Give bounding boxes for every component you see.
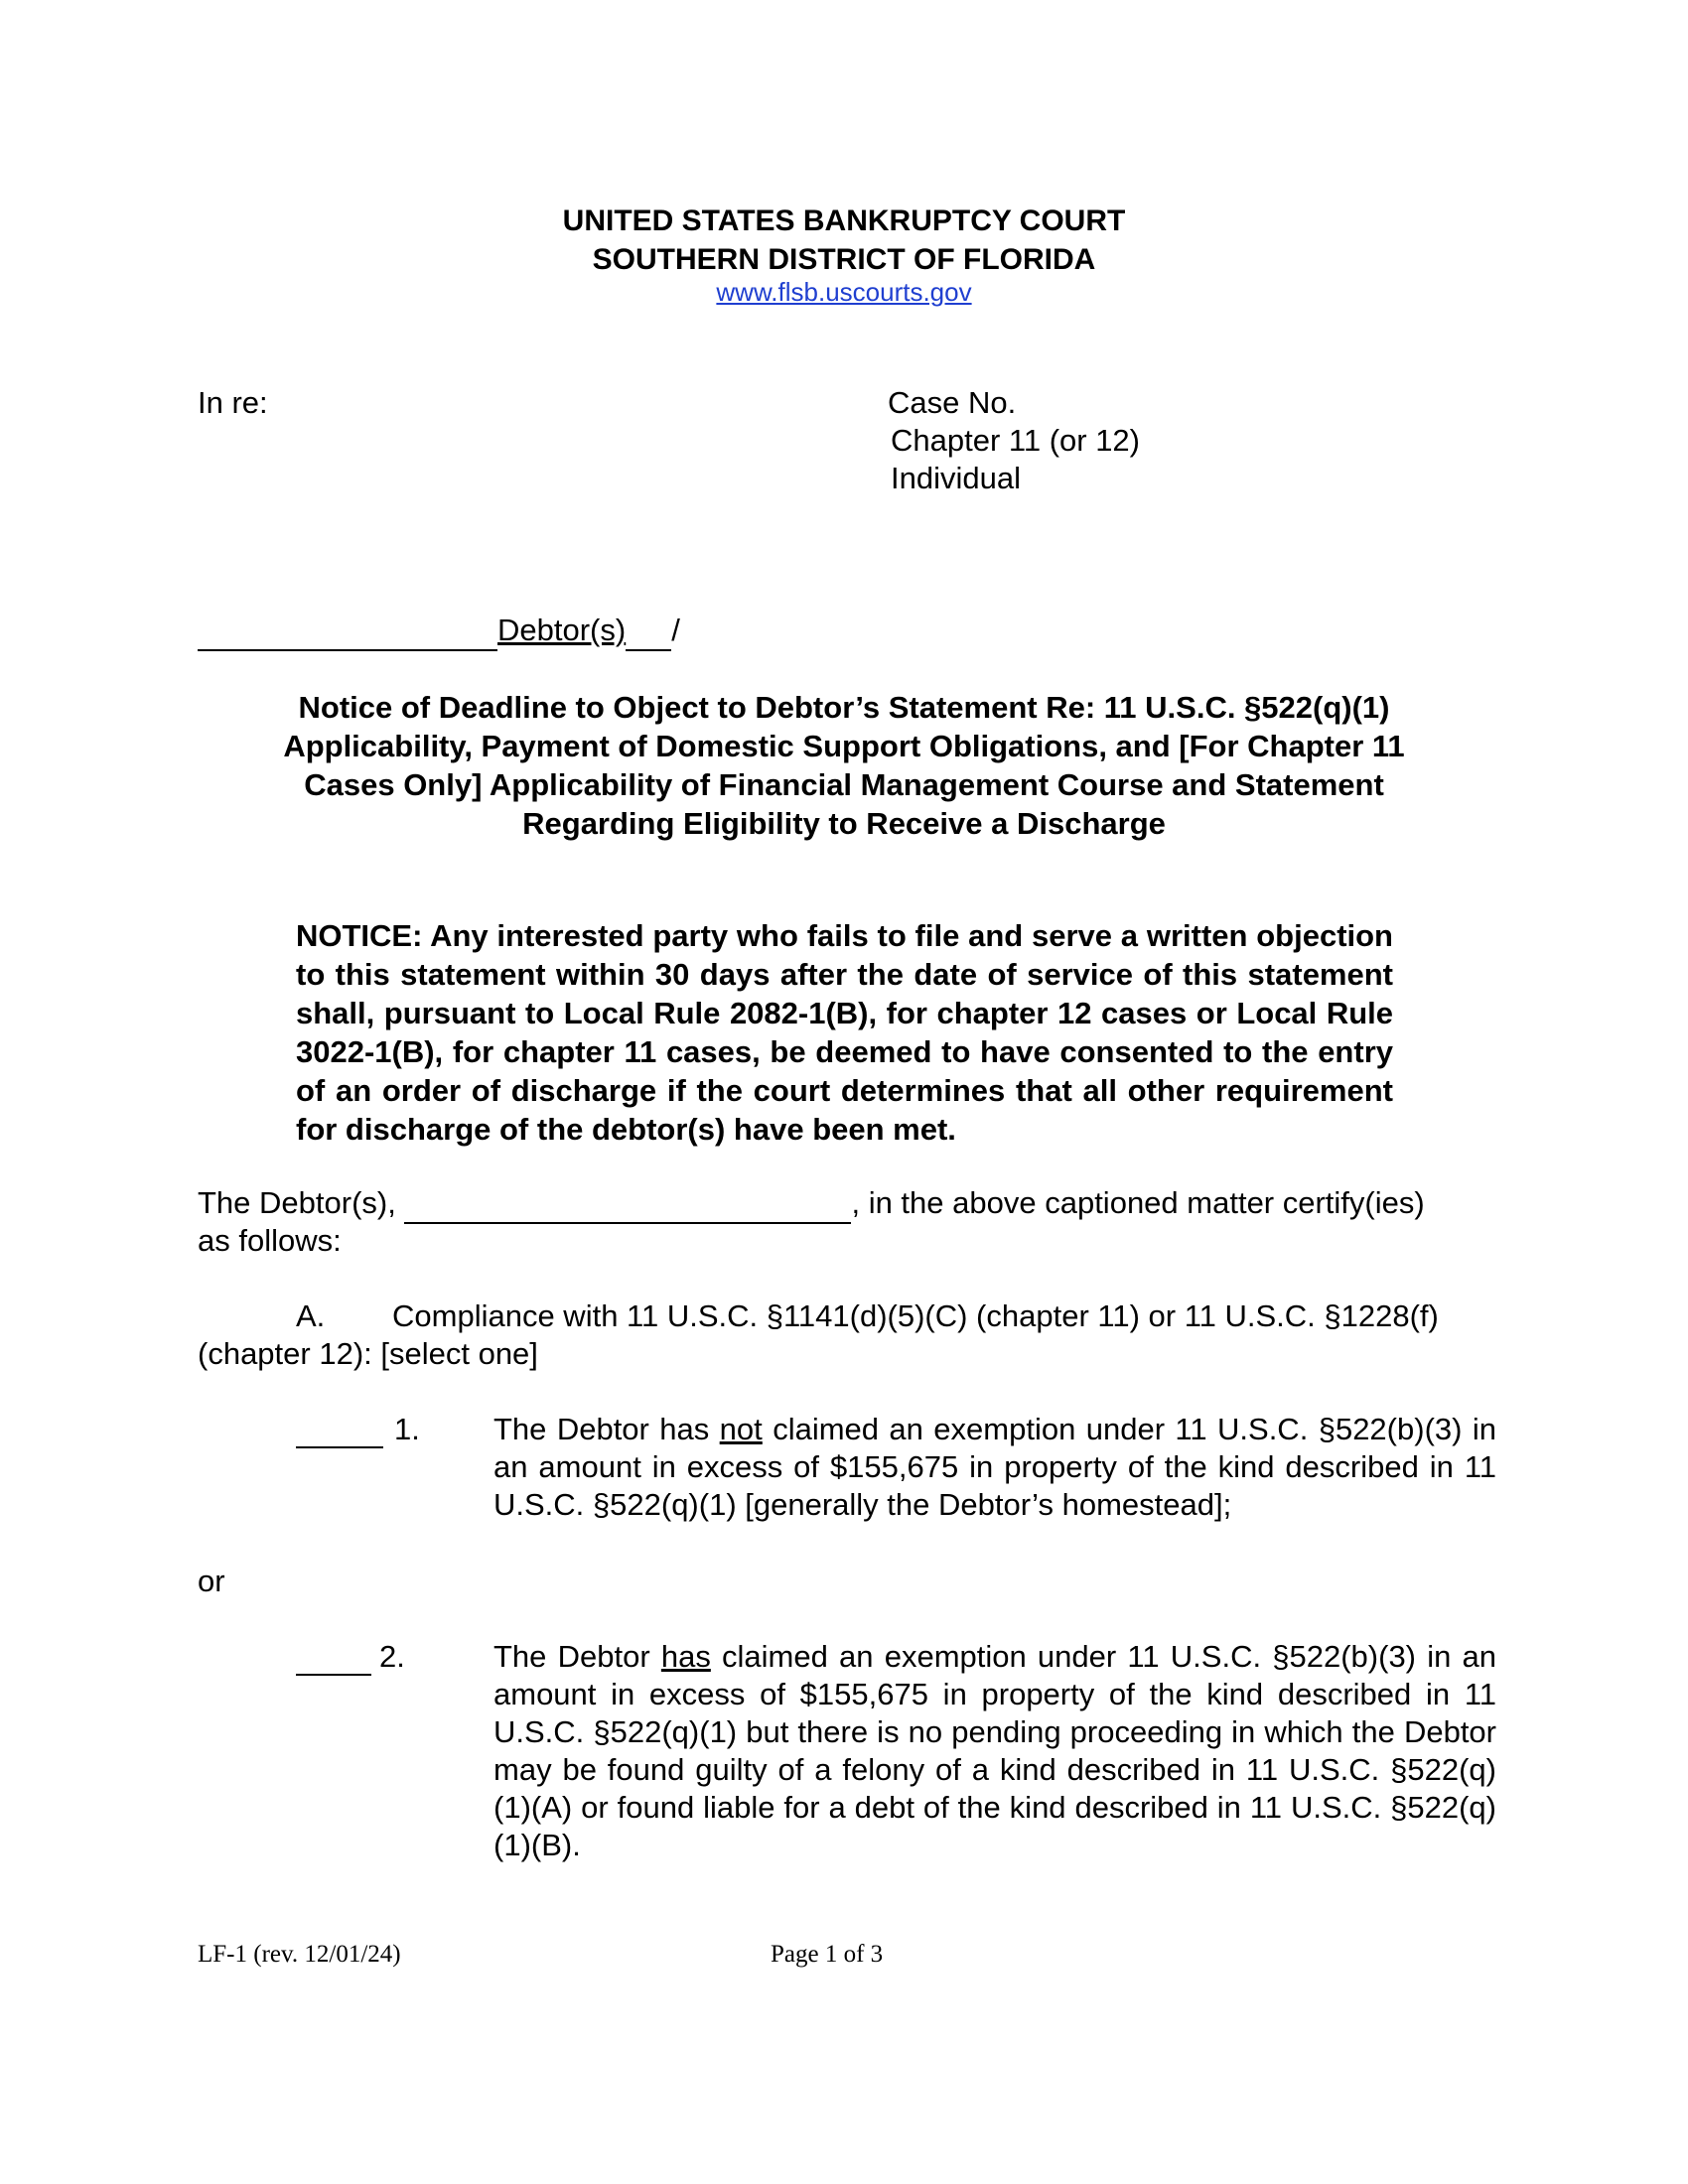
option-2-text-pre: The Debtor	[493, 1639, 661, 1674]
individual-label: Individual	[891, 461, 1021, 495]
option-2-emphasis: has	[660, 1639, 711, 1674]
title-line: Applicability, Payment of Domestic Support Obligations, and [For Chapter 11	[283, 729, 1405, 763]
debtor-name-field[interactable]	[404, 1184, 851, 1224]
section-a-letter: A.	[296, 1298, 326, 1333]
option-1-text	[493, 1411, 1496, 1524]
in-re-label: In re:	[198, 385, 268, 420]
or-separator: or	[198, 1564, 225, 1598]
page-number: Page 1 of 3	[771, 1941, 884, 1968]
section-a-select-one: (chapter 12): [select one]	[198, 1336, 538, 1371]
option-1-text-post: claimed an exemption under 11 U.S.C. §522(b)(3) in an amount in excess of $155,675 in property of the kind described in 11 U.S.C. §522(q)(1) [generally the Debtor’s homestead];	[493, 1412, 1496, 1522]
form-identifier: LF-1 (rev. 12/01/24)	[198, 1941, 401, 1968]
debtor-label: Debtor(s)	[497, 613, 627, 647]
certify-as-follows: as follows:	[198, 1223, 342, 1258]
title-line: Cases Only] Applicability of Financial Management Course and Statement	[304, 767, 1384, 802]
debtor-slash: /	[671, 613, 680, 647]
option-2-checkbox-line[interactable]	[296, 1638, 371, 1676]
option-2-number: 2.	[379, 1639, 405, 1674]
notice-paragraph: NOTICE: Any interested party who fails to file and serve a written objection to this statement within 30 days after the date of service of this statement shall, pursuant to Local Rule 2082-1(B), for chapter 12 cases or Local Rule 3022-1(B), for chapter 11 cases, be deemed to have consented to the entry of an order of discharge if the court determines that all other requirement for discharge of the debtor(s) have been met.	[296, 918, 1393, 1147]
title-line: Regarding Eligibility to Receive a Discharge	[522, 806, 1166, 841]
debtor-trailing-blank	[626, 612, 671, 651]
option-2-text-post: claimed an exemption under 11 U.S.C. §522(b)(3) in an amount in excess of $155,675 in property of the kind described in 11 U.S.C. §522(q)(1) but there is no pending proceeding in which the Debtor may be found guilty of a felony of a kind described in 11 U.S.C. §522(q)(1)(A) or found liable for a debt of the kind described in 11 U.S.C. §522(q)(1)(B).	[493, 1639, 1496, 1862]
debtor-caption-line	[198, 612, 680, 651]
notice-title	[228, 688, 1460, 843]
certify-prefix: The Debtor(s),	[198, 1185, 396, 1220]
title-line: Notice of Deadline to Object to Debtor’s Statement Re: 11 U.S.C. §522(q)(1)	[298, 690, 1390, 725]
court-name: UNITED STATES BANKRUPTCY COURT	[562, 205, 1126, 237]
case-number-label: Case No.	[888, 385, 1017, 420]
certification-line	[198, 1184, 1425, 1224]
option-1-text-pre: The Debtor has	[493, 1412, 720, 1446]
debtor-name-blank[interactable]	[198, 612, 497, 651]
option-2-text	[493, 1638, 1496, 1864]
court-website-link[interactable]: www.flsb.uscourts.gov	[716, 277, 972, 307]
court-district: SOUTHERN DISTRICT OF FLORIDA	[592, 243, 1096, 276]
option-1-emphasis: not	[719, 1412, 763, 1446]
chapter-label: Chapter 11 (or 12)	[891, 423, 1140, 458]
section-a-heading: Compliance with 11 U.S.C. §1141(d)(5)(C) (chapter 11) or 11 U.S.C. §1228(f)	[392, 1298, 1439, 1333]
option-1-number: 1.	[394, 1412, 420, 1446]
option-1-checkbox-line[interactable]	[296, 1411, 383, 1448]
certify-suffix: , in the above captioned matter certify(ies)	[851, 1185, 1425, 1220]
